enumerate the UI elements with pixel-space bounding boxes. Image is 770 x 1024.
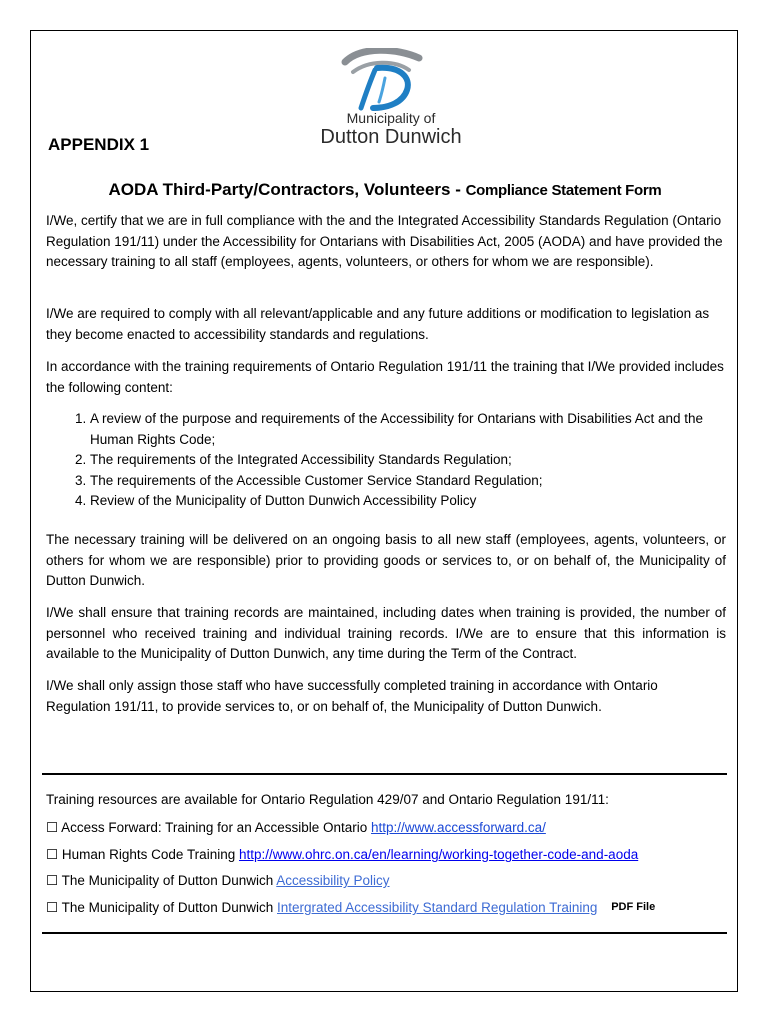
checkbox-icon[interactable]: ☐ xyxy=(46,847,59,862)
ohrc-training-link[interactable]: http://www.ohrc.on.ca/en/learning/working-together-code-and-aoda xyxy=(238,847,639,862)
list-item: 4. Review of the Municipality of Dutton Dunwich Accessibility Policy xyxy=(90,491,750,512)
list-item: 2. The requirements of the Integrated Accessibility Standards Regulation; xyxy=(90,450,750,471)
dutton-dunwich-logo-icon xyxy=(339,48,443,112)
assign-staff-paragraph: I/We shall only assign those staff who have successfully completed training in accordance with Ontario Regulation 191/11, to provide services to, or on behalf of, the Municipality of Dutton Dunwich. xyxy=(46,678,658,714)
resource-item-access-forward xyxy=(46,820,546,836)
checkbox-icon[interactable]: ☐ xyxy=(46,900,59,915)
accessibility-policy-link[interactable]: Accessibility Policy xyxy=(276,873,390,888)
list-item: 3. The requirements of the Accessible Customer Service Standard Regulation; xyxy=(90,471,750,492)
form-title-main: AODA Third-Party/Contractors, Volunteers - xyxy=(108,180,466,199)
training-content-list xyxy=(46,409,750,512)
pdf-file-label: PDF File xyxy=(611,901,656,913)
checkbox-icon[interactable]: ☐ xyxy=(46,820,59,835)
section-divider-bottom xyxy=(42,932,727,934)
checkbox-icon[interactable]: ☐ xyxy=(46,873,59,888)
resource-label: Human Rights Code Training xyxy=(61,847,236,862)
resources-intro: Training resources are available for Ontario Regulation 429/07 and Ontario Regulation 191/11: xyxy=(46,792,609,807)
logo-text-dutton-dunwich: Dutton Dunwich xyxy=(320,126,462,148)
resource-item-iasr-training xyxy=(46,900,655,916)
list-item: 1. A review of the purpose and requirements of the Accessibility for Ontarians with Disabilities Act and the Human Rights Code; xyxy=(90,409,750,450)
section-divider-top xyxy=(42,773,727,775)
form-title xyxy=(0,180,770,200)
appendix-title: APPENDIX 1 xyxy=(48,135,150,154)
resource-item-human-rights xyxy=(46,847,638,863)
resource-label: The Municipality of Dutton Dunwich xyxy=(61,873,274,888)
resource-label: The Municipality of Dutton Dunwich xyxy=(61,900,274,915)
logo-text-municipality-of: Municipality of xyxy=(346,110,436,126)
ongoing-training-paragraph: The necessary training will be delivered on an ongoing basis to all new staff (employees, agents, volunteers, or others for whom we are responsible) prior to providing goods or services to, or on behalf of, the Municipality of Dutton Dunwich. xyxy=(46,532,726,588)
training-records-paragraph: I/We shall ensure that training records are maintained, including dates when training is provided, the number of personnel who received training and individual training records. I/We are to ensure that this information is available to the Municipality of Dutton Dunwich, any time during the Term of the Contract. xyxy=(46,605,726,661)
access-forward-link[interactable]: http://www.accessforward.ca/ xyxy=(371,820,546,835)
comply-paragraph: I/We are required to comply with all relevant/applicable and any future additions or modification to legislation as they become enacted to accessibility standards and regulations. xyxy=(46,306,710,342)
iasr-training-link[interactable]: Intergrated Accessibility Standard Regulation Training xyxy=(277,900,598,915)
resource-label: Access Forward: Training for an Accessible Ontario xyxy=(61,820,368,835)
resource-item-accessibility-policy xyxy=(46,873,390,889)
form-title-sub: Compliance Statement Form xyxy=(465,182,662,199)
accordance-paragraph: In accordance with the training requirements of Ontario Regulation 191/11 the training that I/We provided includes the following content: xyxy=(46,359,724,395)
certify-paragraph: I/We, certify that we are in full compliance with the and the Integrated Accessibility Standards Regulation (Ontario Regulation 191/11) under the Accessibility for Ontarians with Disabilities Act, 2005 (AODA) and have provided the necessary training to all staff (employees, agents, volunteers, or others for whom we are responsible). xyxy=(46,213,723,269)
